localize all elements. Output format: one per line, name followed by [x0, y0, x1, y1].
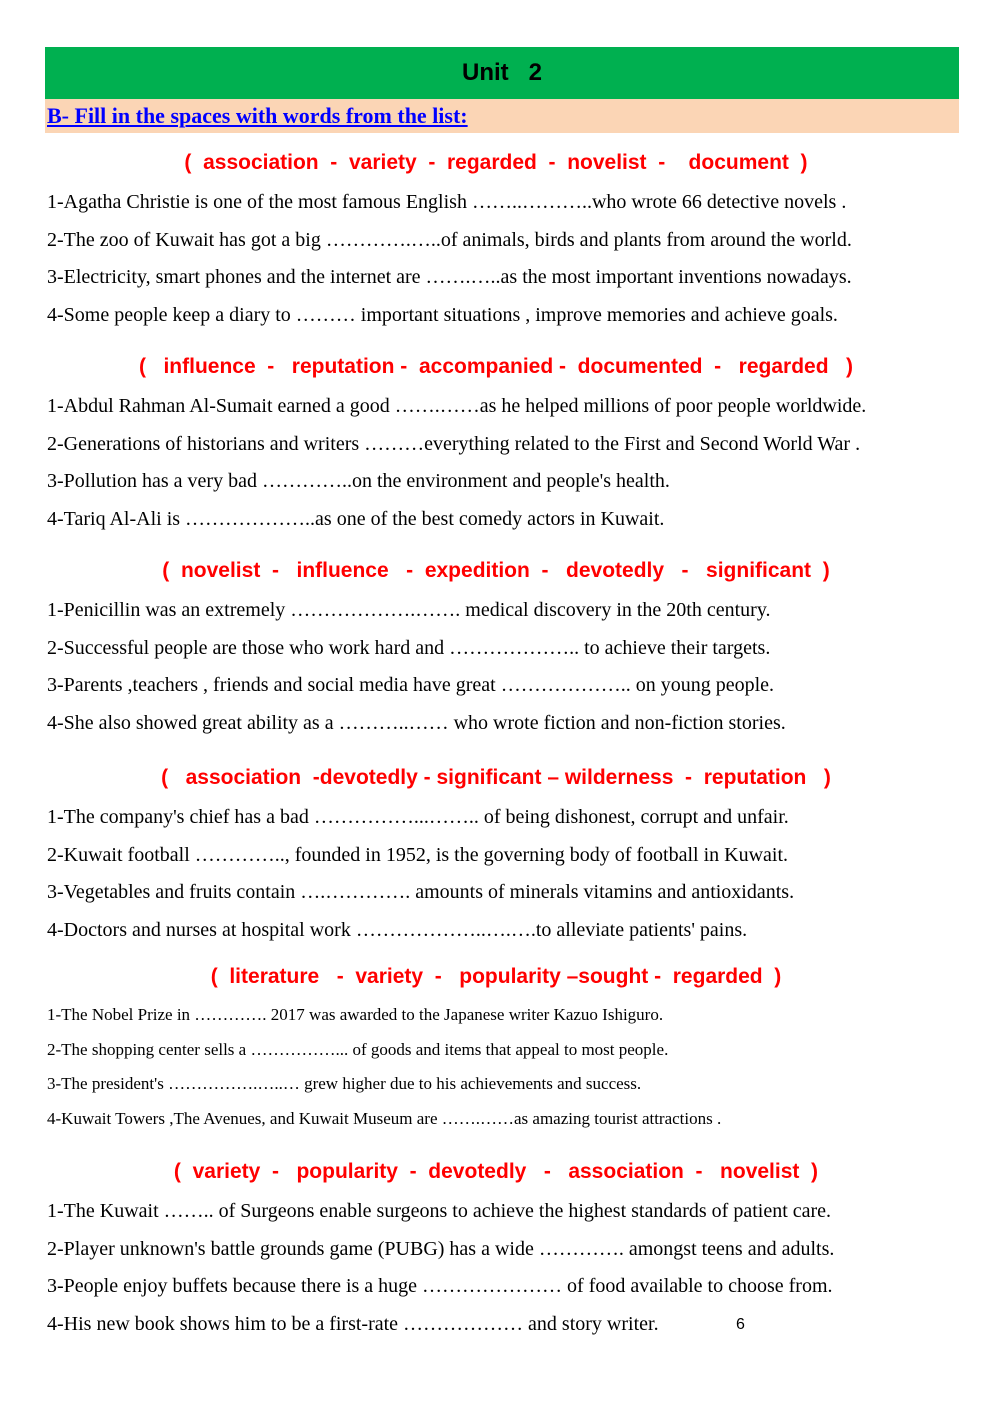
sentence: 1-Agatha Christie is one of the most famous English ……..………..who wrote 66 detective novels .: [47, 191, 847, 213]
sentence: 2-Successful people are those who work hard and ……………….. to achieve their targets.: [47, 636, 771, 659]
sentence: 1-Abdul Rahman Al-Sumait earned a good …….……as he helped millions of poor people worldwide.: [47, 395, 867, 417]
sentence: 4-Tariq Al-Ali is ………………..as one of the best comedy actors in Kuwait.: [47, 507, 665, 530]
sentence: 4-She also showed great ability as a ………..…… who wrote fiction and non-fiction stories.: [47, 711, 786, 734]
instruction-heading: B- Fill in the spaces with words from the list:: [45, 99, 959, 133]
word-list-2: ( influence - reputation - accompanied - documented - regarded ): [138, 355, 854, 378]
sentence: 3-Vegetables and fruits contain ….…………. amounts of minerals vitamins and antioxidants.: [47, 881, 795, 903]
sentence-group-6: [47, 1193, 947, 1343]
word-list-3: ( novelist - influence - expedition - devotedly - significant ): [162, 559, 830, 582]
sentence: 4-Kuwait Towers ,The Avenues, and Kuwait Museum are …….……as amazing tourist attractions .: [47, 1108, 722, 1128]
sentence: 4-His new book shows him to be a first-rate ……………… and story writer.: [47, 1312, 659, 1335]
sentence: 3-Electricity, smart phones and the internet are …….…..as the most important inventions nowadays.: [47, 266, 852, 288]
word-list-4: ( association -devotedly - significant – wilderness - reputation ): [161, 766, 831, 789]
sentence-group-3: [47, 592, 947, 742]
word-list-5: ( literature - variety - popularity –sought - regarded ): [210, 965, 782, 988]
word-list-6: ( variety - popularity - devotedly - association - novelist ): [173, 1160, 819, 1183]
sentence: 2-Kuwait football ………….., founded in 1952, is the governing body of football in Kuwait.: [47, 843, 789, 866]
sentence: 4-Doctors and nurses at hospital work ………………..….….to alleviate patients' pains.: [47, 918, 748, 941]
sentence: 3-Pollution has a very bad …………..on the environment and people's health.: [47, 470, 670, 492]
page-number: 6: [736, 1316, 745, 1333]
sentence: 3-Parents ,teachers , friends and social media have great ……………….. on young people.: [47, 674, 775, 696]
sentence-group-1: [47, 184, 947, 334]
sentence: 1-Penicillin was an extremely ……………….……. medical discovery in the 20th century.: [47, 599, 771, 621]
sentence: 3-People enjoy buffets because there is a huge ………………… of food available to choose from.: [47, 1275, 833, 1297]
sentence: 2-The shopping center sells a ……………... of goods and items that appeal to most people.: [47, 1039, 669, 1059]
sentence: 4-Some people keep a diary to ……… important situations , improve memories and achieve goals.: [47, 303, 838, 326]
sentence-group-4: [47, 799, 947, 949]
sentence-group-2: [47, 388, 947, 538]
unit-title: Unit 2: [461, 59, 542, 86]
sentence: 1-The Kuwait …….. of Surgeons enable surgeons to achieve the highest standards of patient care.: [47, 1200, 832, 1222]
sentence: 3-The president's …………….…..… grew higher due to his achievements and success.: [47, 1074, 642, 1093]
sentence: 1-The Nobel Prize in …………. 2017 was awarded to the Japanese writer Kazuo Ishiguro.: [47, 1005, 664, 1024]
sentence: 2-The zoo of Kuwait has got a big ………….…..of animals, birds and plants from around the world.: [47, 228, 852, 251]
unit-title-bar: [45, 47, 959, 99]
word-list-1: ( association - variety - regarded - novelist - document ): [184, 151, 808, 174]
sentence: 2-Player unknown's battle grounds game (PUBG) has a wide …………. amongst teens and adults.: [47, 1237, 835, 1260]
sentence: 1-The company's chief has a bad ……………...…….. of being dishonest, corrupt and unfair.: [47, 806, 789, 828]
sentence: 2-Generations of historians and writers ………everything related to the First and Second World War .: [47, 432, 861, 455]
sentence-group-5: [47, 998, 947, 1136]
